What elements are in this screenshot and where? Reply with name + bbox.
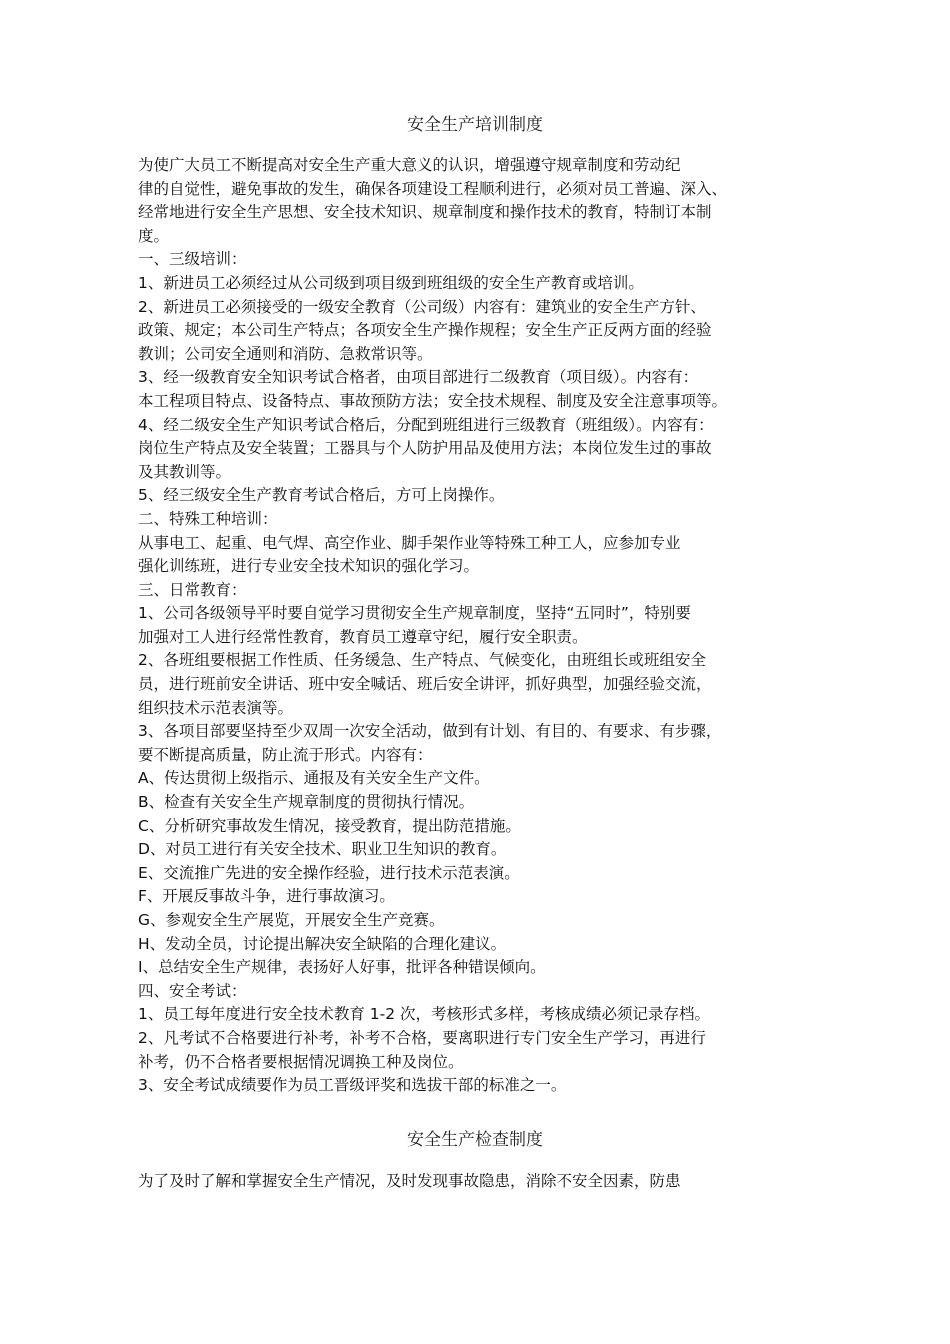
text-line: 政策、规定；本公司生产特点；各项安全生产操作规程；安全生产正反两方面的经验 — [138, 321, 712, 340]
text-line: 3、经一级教育安全知识考试合格者，由项目部进行二级教育（项目级）。内容有： — [138, 368, 699, 387]
text-line: 加强对工人进行经常性教育，教育员工遵章守纪，履行安全职责。 — [138, 627, 588, 646]
text-line: 4、经二级安全生产知识考试合格后，分配到班组进行三级教育（班组级）。内容有： — [138, 415, 714, 434]
inspection-section-body — [138, 1170, 838, 1194]
text-line: 度。 — [138, 226, 170, 245]
text-line: 一、三级培训： — [138, 250, 247, 269]
text-line: 二、特殊工种培训： — [138, 509, 278, 528]
text-line: D、对员工进行有关安全技术、职业卫生知识的教育。 — [138, 840, 507, 859]
text-line: 2、新进员工必须接受的一级安全教育（公司级）内容有：建筑业的安全生产方针、 — [138, 297, 706, 316]
text-line: 3、安全考试成绩要作为员工晋级评奖和选拔干部的标准之一。 — [138, 1076, 567, 1095]
text-line: 员，进行班前安全讲话、班中安全喊话、班后安全讲评，抓好典型，加强经验交流， — [138, 675, 712, 694]
text-line: 教训；公司安全通则和消防、急救常识等。 — [138, 344, 433, 363]
text-line: I、总结安全生产规律，表扬好人好事，批评各种错误倾向。 — [138, 958, 546, 977]
text-line: 补考，仍不合格者要根据情况调换工种及岗位。 — [138, 1052, 464, 1071]
text-line: 2、凡考试不合格要进行补考，补考不合格，要离职进行专门安全生产学习，再进行 — [138, 1028, 706, 1047]
document-title-inspection: 安全生产检查制度 — [407, 1130, 543, 1150]
text-line: 及其教训等。 — [138, 462, 232, 481]
text-line: C、分析研究事故发生情况，接受教育，提出防范措施。 — [138, 816, 521, 835]
text-line: F、开展反事故斗争，进行事故演习。 — [138, 887, 395, 906]
text-line: A、传达贯彻上级指示、通报及有关安全生产文件。 — [138, 769, 490, 788]
text-line: 3、各项目部要坚持至少双周一次安全活动，做到有计划、有目的、有要求、有步骤， — [138, 722, 722, 741]
text-line: 强化训练班，进行专业安全技术知识的强化学习。 — [138, 557, 480, 576]
text-line: 为使广大员工不断提高对安全生产重大意义的认识，增强遵守规章制度和劳动纪 — [138, 156, 681, 174]
text-line: 律的自觉性，避免事故的发生，确保各项建设工程顺利进行，必须对员工普遍、深入、 — [138, 179, 728, 198]
text-line: H、发动全员，讨论提出解决安全缺陷的合理化建议。 — [138, 934, 507, 953]
text-line: 为了及时了解和掌握安全生产情况，及时发现事故隐患，消除不安全因素，防患 — [138, 1172, 681, 1190]
text-line: 经常地进行安全生产思想、安全技术知识、规章制度和操作技术的教育，特制订本制 — [138, 203, 712, 222]
text-line: 本工程项目特点、设备特点、事故预防方法；安全技术规程、制度及安全注意事项等。 — [138, 391, 728, 410]
text-line: B、检查有关安全生产规章制度的贯彻执行情况。 — [138, 793, 475, 812]
text-line: 1、新进员工必须经过从公司级到项目级到班组级的安全生产教育或培训。 — [138, 273, 644, 292]
document-title-training: 安全生产培训制度 — [407, 115, 543, 135]
text-line: 岗位生产特点及安全装置；工器具与个人防护用品及使用方法；本岗位发生过的事故 — [138, 439, 712, 458]
text-line: E、交流推广先进的安全操作经验，进行技术示范表演。 — [138, 863, 520, 882]
text-line: 1、公司各级领导平时要自觉学习贯彻安全生产规章制度，坚持“五同时”，特别要 — [138, 604, 691, 623]
text-line: 1、员工每年度进行安全技术教育 1-2 次，考核形式多样，考核成绩必须记录存档。 — [138, 1005, 711, 1024]
text-line: 2、各班组要根据工作性质、任务缓急、生产特点、气候变化，由班组长或班组安全 — [138, 651, 706, 670]
text-line: 组织技术示范表演等。 — [138, 698, 294, 717]
text-line: 四、安全考试： — [138, 981, 247, 1000]
text-line: 三、日常教育： — [138, 580, 247, 599]
training-section-body — [138, 154, 838, 1098]
text-line: 从事电工、起重、电气焊、高空作业、脚手架作业等特殊工种工人，应参加专业 — [138, 533, 681, 552]
text-line: 要不断提高质量，防止流于形式。内容有： — [138, 745, 433, 764]
text-line: G、参观安全生产展览，开展安全生产竞赛。 — [138, 911, 445, 929]
text-line: 5、经三级安全生产教育考试合格后，方可上岗操作。 — [138, 486, 505, 505]
